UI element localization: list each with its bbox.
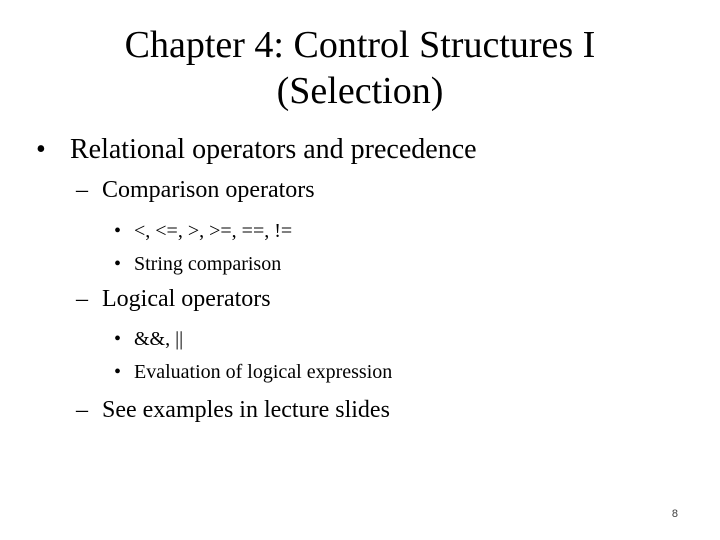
subsubbullet-marker: •: [114, 220, 122, 242]
subsubbullet-text: Evaluation of logical expression: [134, 361, 393, 383]
slide-title: [60, 22, 660, 114]
subbullet-marker: –: [76, 177, 88, 203]
subbullet-marker: –: [76, 286, 88, 312]
slide-title-line-1: Chapter 4: Control Structures I: [124, 24, 596, 66]
bullet-text: Relational operators and precedence: [70, 134, 477, 165]
subsubbullet-marker: •: [114, 328, 122, 350]
subbullet-marker: –: [76, 397, 88, 423]
slide-title-line-2: (Selection): [276, 70, 444, 112]
subsubbullet-text: String comparison: [134, 253, 282, 275]
subbullet-text: See examples in lecture slides: [102, 397, 390, 423]
page-number: 8: [671, 508, 678, 520]
subsubbullet-marker: •: [114, 361, 122, 383]
subbullet-text: Comparison operators: [102, 177, 315, 203]
subsubbullet-marker: •: [114, 253, 122, 275]
subbullet-text: Logical operators: [102, 286, 271, 312]
bullet-marker: •: [36, 134, 46, 165]
subsubbullet-text: &&, ||: [134, 328, 184, 350]
subsubbullet-text: <, <=, >, >=, ==, !=: [134, 220, 293, 242]
